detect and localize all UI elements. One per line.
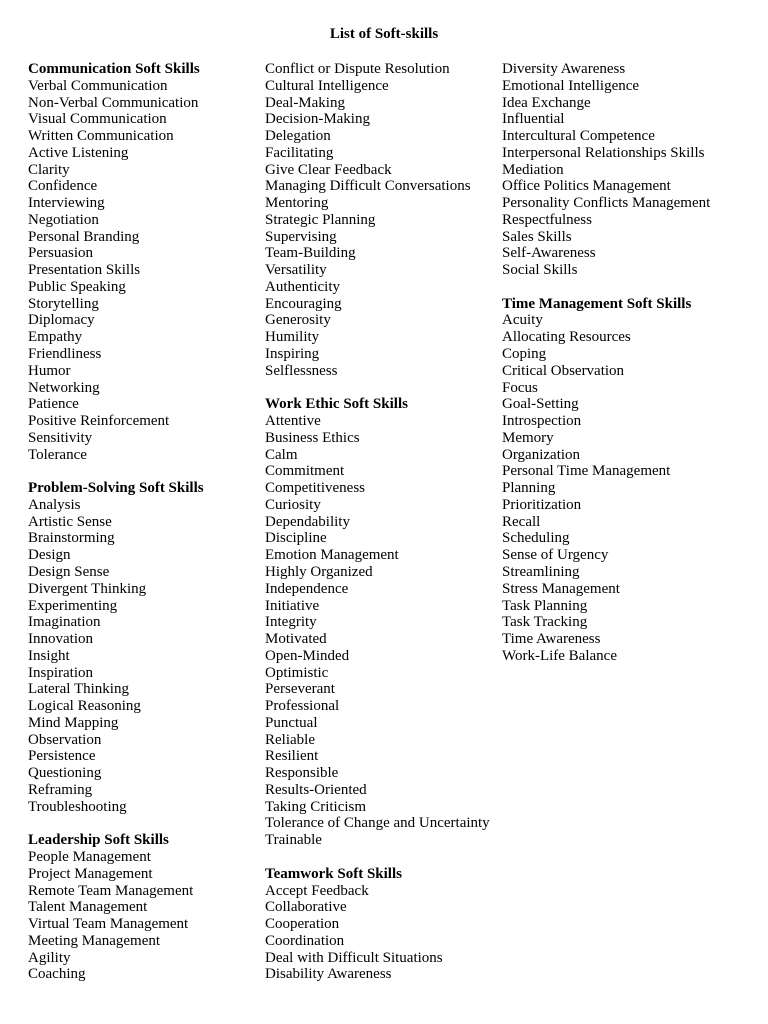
skill-item: Tolerance bbox=[28, 446, 87, 463]
skill-item: Virtual Team Management bbox=[28, 916, 189, 933]
skill-item: Talent Management bbox=[28, 899, 148, 916]
skill-item: Innovation bbox=[28, 631, 93, 648]
skill-item: Clarity bbox=[28, 161, 70, 178]
document-title: List of Soft-skills bbox=[329, 26, 439, 42]
skill-item: Introspection bbox=[502, 413, 582, 430]
skill-item: Emotional Intelligence bbox=[502, 77, 640, 94]
skill-item: Streamlining bbox=[502, 563, 580, 580]
section-heading: Leadership Soft Skills bbox=[28, 832, 169, 849]
section-heading: Problem-Solving Soft Skills bbox=[28, 480, 204, 497]
section-heading: Time Management Soft Skills bbox=[502, 295, 692, 312]
skill-item: Team-Building bbox=[265, 245, 356, 262]
skill-item: Inspiration bbox=[28, 664, 93, 681]
section-heading: Communication Soft Skills bbox=[28, 61, 200, 77]
skill-item: Written Communication bbox=[28, 128, 174, 145]
skill-item: Sensitivity bbox=[28, 429, 93, 446]
skill-item: Personal Branding bbox=[28, 228, 140, 245]
skill-item: Optimistic bbox=[265, 664, 329, 681]
skill-item: Artistic Sense bbox=[28, 513, 112, 530]
skill-item: Public Speaking bbox=[28, 278, 126, 295]
skill-item: Social Skills bbox=[502, 262, 578, 279]
skill-item: Results-Oriented bbox=[265, 781, 367, 798]
skill-item: Highly Organized bbox=[265, 563, 373, 580]
skill-item: Generosity bbox=[265, 312, 331, 329]
skill-item: Mind Mapping bbox=[28, 714, 119, 731]
skill-item: Self-Awareness bbox=[502, 245, 596, 262]
skill-item: Professional bbox=[265, 698, 340, 715]
skill-item: Planning bbox=[502, 480, 556, 497]
skill-item: Negotiation bbox=[28, 211, 99, 228]
skill-item: Office Politics Management bbox=[502, 178, 671, 195]
skill-item: Critical Observation bbox=[502, 362, 625, 379]
skill-item: Recall bbox=[502, 513, 541, 530]
skill-item: Punctual bbox=[265, 714, 318, 731]
skill-item: People Management bbox=[28, 848, 151, 865]
section-heading: Work Ethic Soft Skills bbox=[265, 396, 408, 413]
column-2 bbox=[265, 61, 497, 983]
skill-item: Persistence bbox=[28, 748, 96, 765]
skill-item: Encouraging bbox=[265, 295, 342, 312]
skill-item: Delegation bbox=[265, 128, 331, 145]
skill-item: Cultural Intelligence bbox=[265, 77, 389, 94]
skill-item: Supervising bbox=[265, 228, 337, 245]
column-3 bbox=[502, 61, 742, 665]
skill-item: Give Clear Feedback bbox=[265, 161, 392, 178]
skill-item: Conflict or Dispute Resolution bbox=[265, 61, 450, 77]
skill-item: Presentation Skills bbox=[28, 262, 141, 279]
skill-item: Persuasion bbox=[28, 245, 93, 262]
skill-item: Work-Life Balance bbox=[502, 647, 617, 664]
skill-item: Authenticity bbox=[265, 278, 340, 295]
skill-item: Organization bbox=[502, 446, 581, 463]
skill-item: Mediation bbox=[502, 161, 564, 178]
skill-item: Tolerance of Change and Uncertainty bbox=[265, 815, 490, 832]
skill-item: Scheduling bbox=[502, 530, 570, 547]
skill-item: Emotion Management bbox=[265, 547, 399, 564]
skill-item: Curiosity bbox=[265, 496, 321, 513]
skill-item: Design Sense bbox=[28, 563, 110, 580]
skill-item: Calm bbox=[265, 446, 298, 463]
skill-item: Humility bbox=[265, 329, 320, 346]
skill-item: Non-Verbal Communication bbox=[28, 94, 199, 111]
skill-item: Imagination bbox=[28, 614, 101, 631]
skill-item: Business Ethics bbox=[265, 429, 360, 446]
skill-item: Task Planning bbox=[502, 597, 588, 614]
skill-item: Empathy bbox=[28, 329, 83, 346]
skill-item: Confidence bbox=[28, 178, 98, 195]
skill-item: Reliable bbox=[265, 731, 315, 748]
section-heading: Teamwork Soft Skills bbox=[265, 865, 402, 882]
section-spacer bbox=[265, 380, 497, 397]
skill-item: Friendliness bbox=[28, 346, 102, 363]
skill-item: Sense of Urgency bbox=[502, 547, 609, 564]
skill-item: Networking bbox=[28, 379, 100, 396]
skill-item: Coping bbox=[502, 346, 547, 363]
skill-item: Experimenting bbox=[28, 597, 118, 614]
skill-item: Personality Conflicts Management bbox=[502, 195, 711, 212]
column-1 bbox=[28, 61, 258, 983]
skill-item: Responsible bbox=[265, 765, 339, 782]
skill-item: Diplomacy bbox=[28, 312, 95, 329]
skill-item: Commitment bbox=[265, 463, 345, 480]
skill-item: Troubleshooting bbox=[28, 798, 127, 815]
skill-item: Agility bbox=[28, 949, 71, 966]
skill-item: Perseverant bbox=[265, 681, 335, 698]
skill-item: Analysis bbox=[28, 496, 81, 513]
skill-item: Design bbox=[28, 547, 71, 564]
skill-item: Humor bbox=[28, 362, 71, 379]
skill-item: Mentoring bbox=[265, 195, 329, 212]
skill-item: Intercultural Competence bbox=[502, 128, 655, 145]
skill-item: Focus bbox=[502, 379, 538, 396]
skill-item: Positive Reinforcement bbox=[28, 413, 170, 430]
skill-item: Personal Time Management bbox=[502, 463, 671, 480]
skill-item: Decision-Making bbox=[265, 111, 370, 128]
skill-item: Acuity bbox=[502, 312, 543, 329]
skill-item: Reframing bbox=[28, 781, 93, 798]
skill-item: Integrity bbox=[265, 614, 317, 631]
skill-item: Prioritization bbox=[502, 496, 582, 513]
skill-item: Coaching bbox=[28, 966, 86, 983]
skill-item: Remote Team Management bbox=[28, 882, 194, 899]
skill-item: Motivated bbox=[265, 631, 327, 648]
skill-item: Open-Minded bbox=[265, 647, 350, 664]
skill-item: Inspiring bbox=[265, 346, 320, 363]
skill-item: Cooperation bbox=[265, 916, 340, 933]
section-spacer bbox=[265, 849, 497, 866]
skill-item: Deal-Making bbox=[265, 94, 345, 111]
skill-item: Interviewing bbox=[28, 195, 105, 212]
skill-item: Managing Difficult Conversations bbox=[265, 178, 471, 195]
skill-item: Stress Management bbox=[502, 580, 620, 597]
skill-item: Resilient bbox=[265, 748, 319, 765]
skill-item: Divergent Thinking bbox=[28, 580, 147, 597]
skill-item: Strategic Planning bbox=[265, 211, 376, 228]
skill-item: Taking Criticism bbox=[265, 798, 367, 815]
skill-item: Task Tracking bbox=[502, 614, 588, 631]
skill-item: Diversity Awareness bbox=[502, 61, 626, 77]
skill-item: Initiative bbox=[265, 597, 320, 614]
skill-item: Coordination bbox=[265, 932, 345, 949]
section-spacer bbox=[502, 279, 742, 296]
skill-item: Deal with Difficult Situations bbox=[265, 949, 443, 966]
skill-item: Verbal Communication bbox=[28, 77, 168, 94]
skill-item: Observation bbox=[28, 731, 102, 748]
skill-item: Independence bbox=[265, 580, 349, 597]
skill-item: Dependability bbox=[265, 513, 350, 530]
skill-item: Disability Awareness bbox=[265, 966, 392, 983]
skill-item: Time Awareness bbox=[502, 631, 601, 648]
skill-item: Lateral Thinking bbox=[28, 681, 129, 698]
skill-item: Respectfulness bbox=[502, 211, 592, 228]
skill-item: Questioning bbox=[28, 765, 102, 782]
skill-item: Storytelling bbox=[28, 295, 99, 312]
skill-item: Brainstorming bbox=[28, 530, 115, 547]
skill-item: Goal-Setting bbox=[502, 396, 579, 413]
skill-item: Idea Exchange bbox=[502, 94, 591, 111]
skill-item: Accept Feedback bbox=[265, 882, 369, 899]
skill-item: Active Listening bbox=[28, 144, 129, 161]
skill-item: Sales Skills bbox=[502, 228, 572, 245]
skill-item: Logical Reasoning bbox=[28, 698, 141, 715]
skill-item: Facilitating bbox=[265, 144, 334, 161]
skill-item: Memory bbox=[502, 429, 554, 446]
skill-item: Attentive bbox=[265, 413, 321, 430]
skill-item: Patience bbox=[28, 396, 79, 413]
skill-item: Influential bbox=[502, 111, 565, 128]
skill-item: Visual Communication bbox=[28, 111, 167, 128]
skill-item: Insight bbox=[28, 647, 70, 664]
skill-item: Versatility bbox=[265, 262, 327, 279]
skill-item: Project Management bbox=[28, 865, 153, 882]
skill-item: Meeting Management bbox=[28, 932, 161, 949]
section-spacer bbox=[28, 815, 258, 832]
skill-item: Interpersonal Relationships Skills bbox=[502, 144, 705, 161]
skill-item: Collaborative bbox=[265, 899, 347, 916]
skill-item: Discipline bbox=[265, 530, 327, 547]
skill-item: Competitiveness bbox=[265, 480, 365, 497]
section-spacer bbox=[28, 463, 258, 480]
skill-item: Selflessness bbox=[265, 362, 338, 379]
skill-item: Trainable bbox=[265, 832, 322, 849]
skill-item: Allocating Resources bbox=[502, 329, 631, 346]
